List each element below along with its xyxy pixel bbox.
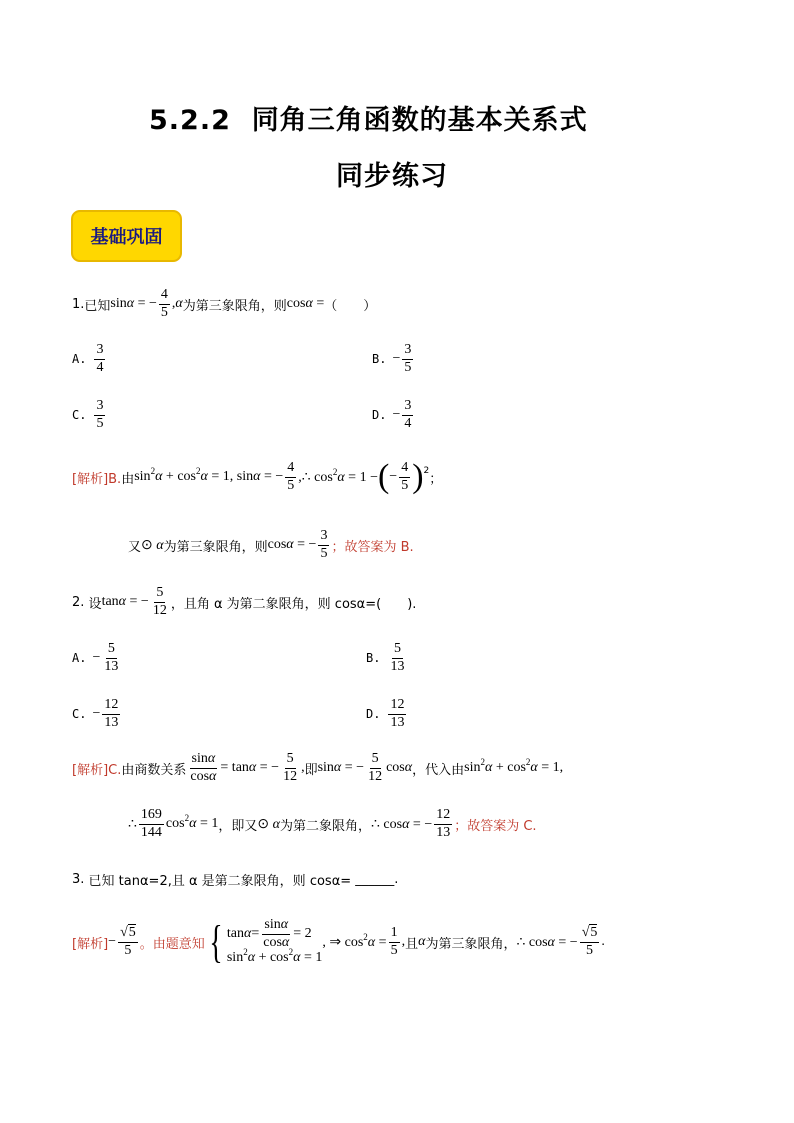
option-den: 13	[390, 658, 405, 674]
option-num: 5	[106, 642, 117, 659]
question-text: ，且角 α 为第二象限角，则 cosα=( ).	[170, 596, 417, 612]
question-text: 已知	[84, 298, 111, 314]
option-b	[366, 642, 408, 674]
solution-text: ，即又	[218, 818, 258, 834]
solution-2-line-1: [解析]C. 由商数关系 $\frac{\sin\alpha}{\cos\alpha}$ = tanα = − $\frac{5}{12}$ , 即 sinα = − $\frac{5}{12}$ cosα ，代入由 $\sin^2\alpha + \cos^2\alpha = 1$,	[72, 751, 564, 784]
option-den: 5	[96, 415, 104, 431]
solution-3: [解析] − $\frac{√5}{5}$ 。由题意知 { tan α = $\frac{\sin\alpha}{\cos\alpha}$ = 2 $\sin^2\alpha + \cos^2\alpha = 1$ , ⇒ $\cos^2\alpha$ = $\frac{1}{5}$ , 且 α 为第三象限角， ∴ cosα = − $\frac{√5}{5}$ .	[72, 916, 605, 968]
solution-text: 又	[128, 539, 142, 555]
option-num: 3	[94, 343, 105, 360]
option-label: A.	[72, 352, 87, 367]
solution-tag: [解析]C.	[72, 762, 122, 778]
page-title	[149, 98, 588, 137]
title-text: 同角三角函数的基本关系式	[251, 105, 588, 136]
section-badge-label: 基础巩固	[90, 227, 163, 248]
option-label: A.	[72, 651, 87, 666]
option-a	[72, 343, 107, 375]
option-num: 5	[392, 642, 403, 659]
option-num: 3	[94, 399, 105, 416]
solution-text: 。由题意知	[139, 936, 205, 952]
page-subtitle: 同步练习	[336, 161, 448, 192]
solution-tag: [解析]	[72, 936, 109, 952]
question-1: 1. 已知 sinα = − $\frac{4}{5}$ ,α 为第三象限角，则 cosα = （ ）	[72, 287, 377, 320]
option-den: 4	[404, 415, 412, 431]
option-label: C.	[72, 707, 87, 722]
question-number: 1.	[72, 296, 85, 312]
solution-text: 且	[405, 936, 419, 952]
question-2: 2. 设 tanα = − $\frac{5}{12}$ ，且角 α 为第二象限角，则 cosα=( ).	[72, 585, 417, 618]
solution-conclusion: ；故答案为 B.	[331, 539, 414, 555]
answer-paren: （ ）	[324, 298, 377, 314]
question-number: 3.	[72, 872, 85, 887]
solution-text: 为第三象限角，则	[163, 539, 268, 555]
question-text: .	[394, 872, 399, 887]
solution-1-line-2: 又 ⊙ α 为第三象限角，则 cosα = − $\frac{3}{5}$ ；故答案为 B.	[128, 528, 414, 561]
question-number: 2.	[72, 594, 85, 610]
section-number: 5.2.2	[149, 105, 231, 136]
option-label: D.	[366, 707, 381, 722]
option-num: 3	[402, 343, 413, 360]
answer-blank: ______	[355, 872, 395, 887]
option-label: B.	[372, 352, 387, 367]
option-d	[366, 698, 408, 730]
solution-conclusion: ；故答案为 C.	[454, 818, 537, 834]
option-c	[72, 399, 107, 431]
solution-tag: [解析]B.	[72, 471, 122, 487]
option-den: 13	[104, 658, 119, 674]
question-text: 已知 tanα=2,且 α 是第二象限角，则 cosα=	[88, 874, 352, 889]
option-den: 4	[96, 359, 104, 375]
solution-text: ，代入由	[412, 762, 465, 778]
option-label: B.	[366, 651, 381, 666]
option-b	[372, 343, 415, 375]
option-label: D.	[372, 408, 387, 423]
question-3	[72, 870, 398, 889]
option-d	[372, 399, 415, 431]
option-sign: −	[392, 407, 401, 423]
option-den: 13	[104, 714, 119, 730]
option-num: 12	[388, 698, 406, 715]
solution-text: 由	[121, 471, 135, 487]
option-sign: −	[392, 351, 401, 367]
solution-1-line-1: [解析]B. 由 $\sin^2\alpha + \cos^2\alpha = 1$, sinα = − $\frac{4}{5}$ ,∴ $\cos^2\alpha = 1$ − ( − $\frac{4}{5}$ ) 2 ；	[72, 458, 443, 495]
option-num: 3	[402, 399, 413, 416]
option-den: 13	[390, 714, 405, 730]
option-num: 12	[102, 698, 120, 715]
option-label: C.	[72, 408, 87, 423]
option-c	[72, 698, 122, 730]
solution-text: 由商数关系	[121, 762, 187, 778]
solution-text: 为第三象限角，	[425, 936, 517, 952]
option-sign: −	[92, 706, 101, 722]
solution-text: 即	[304, 762, 318, 778]
solution-text: 为第二象限角，	[279, 818, 371, 834]
option-sign: −	[92, 650, 101, 666]
question-text: 为第三象限角，则	[182, 298, 287, 314]
section-badge	[71, 210, 182, 262]
option-a	[72, 642, 122, 674]
solution-2-line-2: ∴ $\frac{169}{144}$ $\cos^2\alpha = 1$ ，即又 ⊙ α 为第二象限角， ∴ cosα = − $\frac{12}{13}$ ；故答案为 C.	[128, 807, 537, 840]
question-text: 设	[88, 596, 102, 612]
option-den: 5	[404, 359, 412, 375]
